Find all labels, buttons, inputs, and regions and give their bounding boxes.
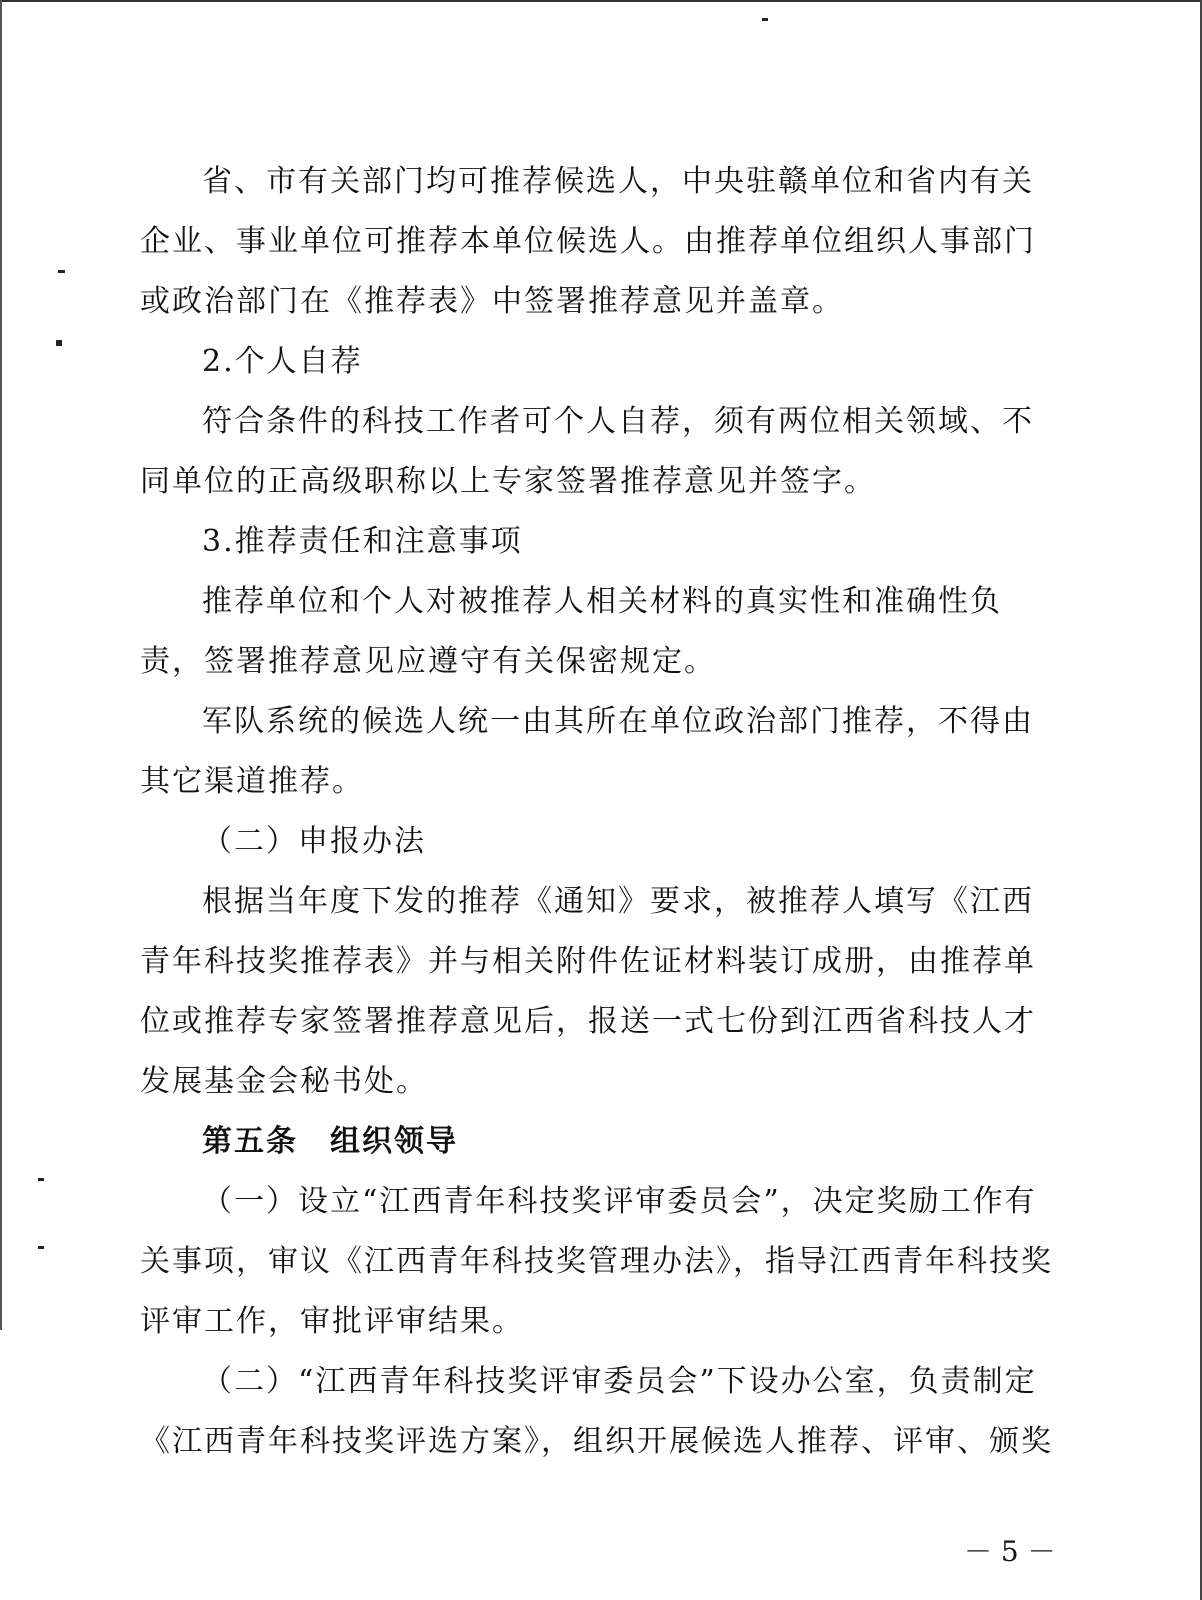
text-line: 推荐单位和个人对被推荐人相关材料的真实性和准确性负 [202, 584, 1002, 619]
scan-speck [38, 1246, 44, 1249]
text-line: 省、市有关部门均可推荐候选人，中央驻赣单位和省内有关 [202, 164, 1034, 199]
scan-edge-left [0, 0, 2, 1330]
section-heading: （二）申报办法 [202, 824, 426, 859]
text-line: 关事项，审议《江西青年科技奖管理办法》，指导江西青年科技奖 [140, 1244, 1053, 1279]
text-line: （二）“江西青年科技奖评审委员会”下设办公室，负责制定 [202, 1364, 1037, 1399]
text-line: 评审工作，审批评审结果。 [140, 1304, 524, 1339]
scan-speck [762, 18, 768, 21]
text-line: 企业、事业单位可推荐本单位候选人。由推荐单位组织人事部门 [140, 224, 1036, 259]
text-line: 青年科技奖推荐表》并与相关附件佐证材料装订成册，由推荐单 [140, 944, 1036, 979]
scan-speck [38, 1178, 44, 1181]
text-line: （一）设立“江西青年科技奖评审委员会”，决定奖励工作有 [202, 1184, 1037, 1219]
text-line: 根据当年度下发的推荐《通知》要求，被推荐人填写《江西 [202, 884, 1034, 919]
text-line: 《江西青年科技奖评选方案》，组织开展候选人推荐、评审、颁奖 [140, 1424, 1053, 1459]
scan-speck [58, 270, 65, 273]
text-line: 位或推荐专家签署推荐意见后，报送一式七份到江西省科技人才 [140, 1004, 1036, 1039]
article-heading: 第五条 组织领导 [202, 1124, 458, 1159]
text-line: 其它渠道推荐。 [140, 764, 364, 799]
scan-speck [56, 340, 62, 346]
text-line: 符合条件的科技工作者可个人自荐，须有两位相关领域、不 [202, 404, 1034, 439]
text-line: 发展基金会秘书处。 [140, 1064, 428, 1099]
text-line: 或政治部门在《推荐表》中签署推荐意见并盖章。 [140, 284, 844, 319]
text-line: 军队系统的候选人统一由其所在单位政治部门推荐，不得由 [202, 704, 1034, 739]
body-text [140, 152, 1053, 1472]
page-number: － 5 － [964, 1535, 1056, 1568]
section-heading: 3.推荐责任和注意事项 [202, 524, 523, 559]
section-heading: 2.个人自荐 [202, 344, 363, 379]
scan-edge-top [0, 0, 1202, 2]
text-line: 同单位的正高级职称以上专家签署推荐意见并签字。 [140, 464, 876, 499]
text-line: 责，签署推荐意见应遵守有关保密规定。 [140, 644, 716, 679]
